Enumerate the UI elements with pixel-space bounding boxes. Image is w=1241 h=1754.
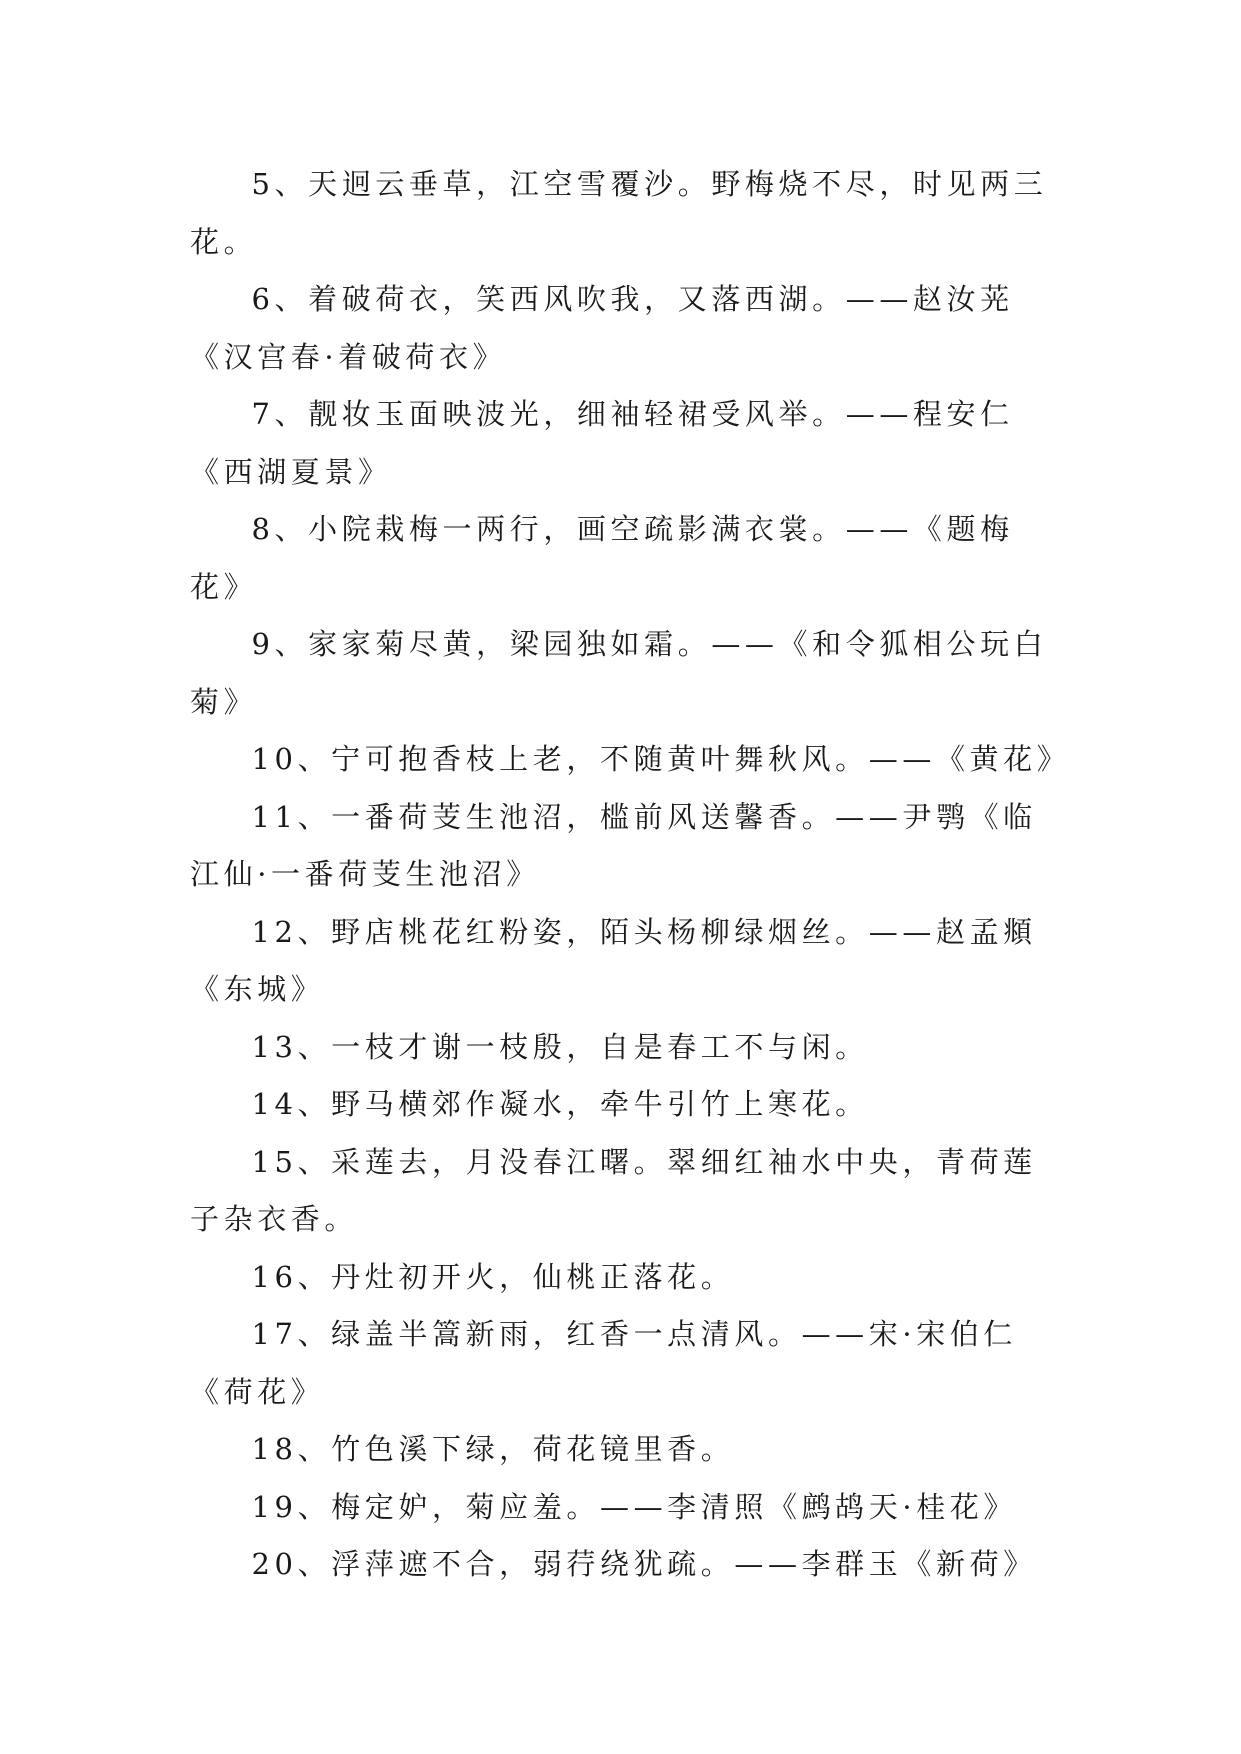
list-item: 13、一枝才谢一枝殷，自是春工不与闲。	[251, 1029, 869, 1064]
list-item: 14、野马横郊作凝水，牵牛引竹上寒花。	[251, 1087, 869, 1121]
list-item: 11、一番荷芰生池沼，槛前风送馨香。——尹鹗《临江仙·一番荷芰生池沼》	[190, 799, 1037, 891]
list-item: 7、靓妆玉面映波光，细袖轻裙受风举。——程安仁《西湖夏景》	[190, 397, 1014, 489]
list-item: 15、采莲去，月没春江曙。翠细红袖水中央，青荷莲子杂衣香。	[190, 1144, 1037, 1236]
list-item: 17、绿盖半篙新雨，红香一点清风。——宋·宋伯仁《荷花》	[190, 1317, 1017, 1409]
list-item: 6、着破荷衣，笑西风吹我，又落西湖。——赵汝茪《汉宫春·着破荷衣》	[190, 282, 1014, 374]
list-item: 10、宁可抱香枝上老，不随黄叶舞秋风。——《黄花》	[251, 742, 1071, 776]
list-item: 20、浮萍遮不合，弱荇绕犹疏。——李群玉《新荷》	[251, 1547, 1037, 1581]
list-item: 19、梅定妒，菊应羞。——李清照《鹧鸪天·桂花》	[251, 1489, 1017, 1524]
list-item: 12、野店桃花红粉姿，陌头杨柳绿烟丝。——赵孟頫《东城》	[190, 914, 1037, 1006]
list-item: 18、竹色溪下绿，荷花镜里香。	[251, 1432, 735, 1466]
list-item: 5、天迥云垂草，江空雪覆沙。野梅烧不尽，时见两三花。	[190, 167, 1048, 259]
list-item: 9、家家菊尽黄，梁园独如霜。——《和令狐相公玩白菊》	[190, 627, 1048, 719]
list-item: 16、丹灶初开火，仙桃正落花。	[251, 1259, 735, 1294]
list-item: 8、小院栽梅一两行，画空疏影满衣裳。——《题梅花》	[190, 512, 1014, 604]
document-body	[190, 156, 1071, 1594]
